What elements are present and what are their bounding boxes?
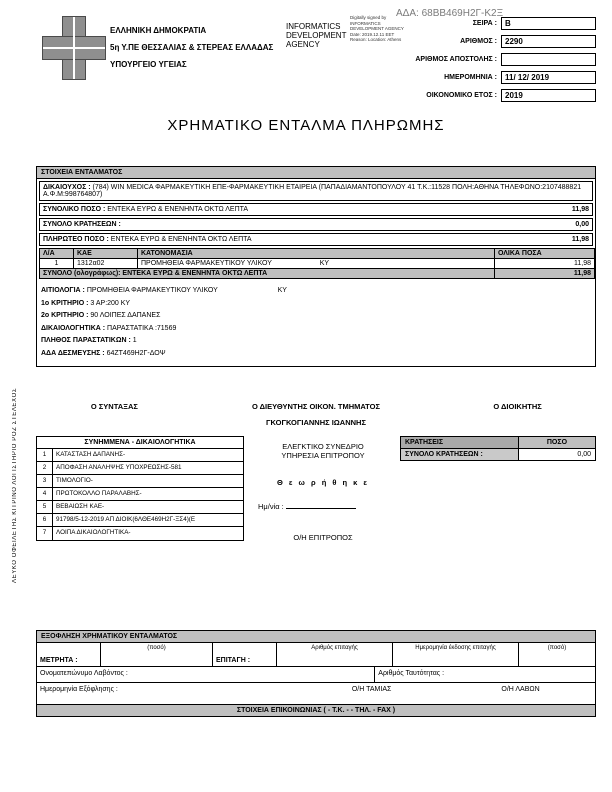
court-of-audit-block <box>252 442 394 542</box>
digital-signature-stamp: Digitally signed by INFORMATICS DEVELOPMENT AGENCY Date: 2019.12.11 EET Reason: Location: Athens <box>350 15 404 42</box>
item-name-cell <box>138 259 495 269</box>
item-amount: 11,98 <box>495 259 595 269</box>
oikonomiko-etos-value-box: 2019 <box>501 89 596 102</box>
org-region: 5η Υ.ΠΕ ΘΕΣΣΑΛΙΑΣ & ΣΤΕΡΕΑΣ ΕΛΛΑΔΑΣ <box>110 43 274 52</box>
finance-director-name: ΓΚΟΓΚΟΓΙΑΝΝΗΣ ΙΩΑΝΝΗΣ <box>266 418 366 427</box>
deductions-total-label2: ΣΥΝΟΛΟ ΚΡΑΤΗΣΕΩΝ : <box>401 449 519 460</box>
org-republic: ΕΛΛΗΝΙΚΗ ΔΗΜΟΚΡΑΤΙΑ <box>110 26 207 35</box>
warrant-section-header: ΣΤΟΙΧΕΙΑ ΕΝΤΑΛΜΑΤΟΣ <box>37 167 595 179</box>
seira-label: ΣΕΙΡΑ : <box>472 19 497 27</box>
court-date-line <box>252 501 394 511</box>
attachment-num: 7 <box>37 527 53 540</box>
attachment-text: ΛΟΙΠΑ ΔΙΚΑΙΟΛΟΓΗΤΙΚΑ- <box>56 529 131 536</box>
paid-date-label: Ημερομηνία Εξόφλησης : <box>40 686 118 693</box>
court-line1: ΕΛΕΓΚΤΙΚΟ ΣΥΝΕΔΡΙΟ <box>282 442 364 451</box>
total-amount-label: ΣΥΝΟΛΙΚΟ ΠΟΣΟ : <box>43 206 106 213</box>
signature-governor: Ο ΔΙΟΙΚΗΤΗΣ <box>493 402 542 411</box>
items-header-row <box>40 249 595 259</box>
total-amount-words: ΕΝΤΕΚΑ ΕΥΡΩ & ΕΝΕΝΗΝΤΑ ΟΚΤΩ ΛΕΠΤΑ <box>107 206 249 213</box>
court-line2: ΥΠΗΡΕΣΙΑ ΕΠΙΤΡΟΠΟΥ <box>281 451 365 460</box>
kritirio1-value: 3 ΑΡ:200 ΚΥ <box>90 299 131 307</box>
attachment-num: 4 <box>37 488 53 500</box>
attachment-num: 3 <box>37 475 53 487</box>
imerominia-label: ΗΜΕΡΟΜΗΝΙΑ : <box>444 73 497 81</box>
kritirio2-value: 90 ΛΟΙΠΕΣ ΔΑΠΑΝΕΣ <box>90 312 161 319</box>
items-sum-label: ΣΥΝΟΛΟ (ολογράφως): ΕΝΤΕΚΑ ΕΥΡΩ & ΕΝΕΝΗΝΤΑ ΟΚΤΩ ΛΕΠΤΑ <box>40 269 495 279</box>
cross-inner-line-horizontal <box>43 47 105 49</box>
court-commissioner-label: Ο/Η ΕΠΙΤΡΟΠΟΣ <box>293 533 353 542</box>
health-cross-logo <box>42 16 106 80</box>
check-label: ΕΠΙΤΑΓΗ : <box>213 643 277 666</box>
items-sum-row <box>40 269 595 279</box>
beneficiary-row <box>39 181 593 201</box>
field-arithmos <box>296 34 596 48</box>
arithmos-apostolis-value-box <box>501 53 596 66</box>
deductions-total-label: ΣΥΝΟΛΟ ΚΡΑΤΗΣΕΩΝ : <box>43 221 121 228</box>
check-date-header: Ημερομηνία έκδοσης επιταγής <box>393 643 519 666</box>
informatics-agency-name: INFORMATICS DEVELOPMENT AGENCY <box>286 22 347 49</box>
field-seira <box>296 16 596 30</box>
settlement-signatures-row <box>37 683 595 705</box>
items-table <box>39 248 595 279</box>
field-arithmos-apostolis <box>296 52 596 66</box>
attachment-row <box>37 462 243 475</box>
kritirio1-label: 1ο ΚΡΙΤΗΡΙΟ : <box>41 299 89 307</box>
attachment-row <box>37 449 243 462</box>
ada-label: ΑΔΑ: <box>396 8 419 19</box>
deductions-header-label: ΚΡΑΤΗΣΕΙΣ <box>401 437 519 448</box>
item-tag: ΚΥ <box>319 260 330 267</box>
item-kae: 1312α02 <box>74 259 138 269</box>
attachment-num: 6 <box>37 514 53 526</box>
signature-finance-director: Ο ΔΙΕΥΘΥΝΤΗΣ ΟΙΚΟΝ. ΤΜΗΜΑΤΟΣ <box>252 402 380 411</box>
aitiologia-label: ΑΙΤΙΟΛΟΓΙΑ : <box>41 287 85 294</box>
document-title: ΧΡΗΜΑΤΙΚΟ ΕΝΤΑΛΜΑ ΠΛΗΡΩΜΗΣ <box>167 117 445 134</box>
deductions-total-value: 0,00 <box>575 221 589 228</box>
arithmos-value-box: 2290 <box>501 35 596 48</box>
deductions-total-row <box>39 218 593 231</box>
org-ministry: ΥΠΟΥΡΓΕΙΟ ΥΓΕΙΑΣ <box>110 60 187 69</box>
kritirio2-line <box>41 310 591 323</box>
items-header-kae: ΚΑΕ <box>74 249 138 259</box>
dikaiologitika-label: ΔΙΚΑΙΟΛΟΓΗΤΙΚΑ : <box>41 324 106 332</box>
oikonomiko-etos-label: ΟΙΚΟΝΟΜΙΚΟ ΕΤΟΣ : <box>426 91 497 99</box>
ada-desmeusis-line <box>41 348 591 361</box>
payable-amount-value: 11,98 <box>571 236 589 243</box>
plithos-line <box>41 335 591 348</box>
total-amount-row <box>39 203 593 216</box>
items-header-amount: ΟΛΙΚΑ ΠΟΣΑ <box>495 249 595 259</box>
issuing-organization <box>110 22 273 73</box>
dikaiologitika-line <box>41 323 591 336</box>
payable-amount-words: ΕΝΤΕΚΑ ΕΥΡΩ & ΕΝΕΝΗΝΤΑ ΟΚΤΩ ΛΕΠΤΑ <box>110 236 252 243</box>
items-sum-amount: 11,98 <box>495 269 595 279</box>
court-approved-text: Θ ε ω ρ ή θ η κ ε <box>277 478 369 487</box>
attachments-table <box>36 436 244 541</box>
arithmos-apostolis-label: ΑΡΙΘΜΟΣ ΑΠΟΣΤΟΛΗΣ : <box>415 55 497 63</box>
attachment-row <box>37 527 243 540</box>
copy-colors-side-note: ΛΕΥΚΟ ΟΦΕΙΛΕΤΗΣ ΚΙΤΡΙΝΟ ΛΟΓΙΣΤΗΡΙΟ ΡΟΖ ΣΤΕΛΕΧΟΣ <box>12 387 18 583</box>
kritirio2-label: 2ο ΚΡΙΤΗΡΙΟ : <box>41 312 89 319</box>
cash-amount-header: (ποσό) <box>101 643 213 666</box>
deductions-total-row2 <box>401 449 595 460</box>
attachment-num: 1 <box>37 449 53 461</box>
settlement-title: ΕΞΟΦΛΗΣΗ ΧΡΗΜΑΤΙΚΟΥ ΕΝΤΑΛΜΑΤΟΣ <box>37 631 595 643</box>
attachment-row <box>37 488 243 501</box>
receiver-label: Ο/Η ΛΑΒΩΝ <box>501 686 540 693</box>
beneficiary-label: ΔΙΚΑΙΟΥΧΟΣ : <box>43 184 91 191</box>
deductions-table <box>400 436 596 461</box>
warrant-details-box <box>36 166 596 367</box>
payee-row <box>37 667 595 683</box>
warrant-extra-details <box>37 281 595 366</box>
deductions-total-value2: 0,00 <box>577 451 591 458</box>
total-amount-value: 11,98 <box>571 206 589 213</box>
plithos-value: 1 <box>132 337 137 344</box>
attachment-text: ΑΠΟΦΑΣΗ ΑΝΑΛΗΨΗΣ ΥΠΟΧΡΕΩΣΗΣ-581 <box>56 464 182 471</box>
items-header-la: Λ/Α <box>40 249 74 259</box>
imerominia-value-box: 11/ 12/ 2019 <box>501 71 596 84</box>
attachment-text: ΚΑΤΑΣΤΑΣΗ ΔΑΠΑΝΗΣ- <box>56 451 126 458</box>
date-fill-line <box>286 501 356 509</box>
aitiologia-value: ΠΡΟΜΗΘΕΙΑ ΦΑΡΜΑΚΕΥΤΙΚΟΥ ΥΛΙΚΟΥ <box>86 287 218 294</box>
check-number-header: Αριθμός επιταγής <box>277 643 393 666</box>
aitiologia-tag: ΚΥ <box>277 287 287 294</box>
dikaiologitika-value: ΠΑΡΑΣΤΑΤΙΚΑ :71569 <box>107 324 177 332</box>
arithmos-label: ΑΡΙΘΜΟΣ : <box>460 37 497 45</box>
deductions-header-row <box>401 437 595 449</box>
ada-desmeusis-label: ΑΔΑ ΔΕΣΜΕΥΣΗΣ : <box>41 349 105 357</box>
payee-id-label: Αριθμός Ταυτότητας : <box>378 670 445 677</box>
payable-amount-row <box>39 233 593 246</box>
attachment-num: 2 <box>37 462 53 474</box>
plithos-label: ΠΛΗΘΟΣ ΠΑΡΑΣΤΑΤΙΚΩΝ : <box>41 337 131 344</box>
settlement-method-row <box>37 643 595 667</box>
attachment-row <box>37 514 243 527</box>
aitiologia-line <box>41 285 591 298</box>
item-la: 1 <box>40 259 74 269</box>
attachment-row <box>37 475 243 488</box>
field-imerominia <box>296 70 596 84</box>
attachment-text: ΤΙΜΟΛΟΓΙΟ- <box>56 477 93 484</box>
attachment-text: ΒΕΒΑΙΩΣΗ ΚΑΕ- <box>56 503 105 510</box>
check-amount-header: (ποσό) <box>547 645 567 651</box>
payable-amount-label: ΠΛΗΡΩΤΕΟ ΠΟΣΟ : <box>43 236 109 243</box>
field-oikonomiko-etos <box>296 88 596 102</box>
ada-value: 68ΒΒ469Η2Γ-Κ2Ξ <box>421 8 504 19</box>
attachment-text: ΠΡΩΤΟΚΟΛΛΟ ΠΑΡΑΛΑΒΗΣ- <box>56 490 142 497</box>
beneficiary-value: (784) WIN MEDICA ΦΑΡΜΑΚΕΥΤΙΚΗ ΕΠΕ-ΦΑΡΜΑΚΕΥΤΙΚΗ ΕΤΑΙΡΕΙΑ (ΠΑΠΑΔΙΑΜΑΝΤΟΠΟΥΛΟΥ 41 Τ.Κ.:11528 ΠΟΛΗ:ΑΘΗΝΑ ΤΗΛΕΦΩΝΟ:2107488821 Α.Φ.Μ:998764807) <box>43 184 582 198</box>
attachment-num: 5 <box>37 501 53 513</box>
kritirio1-line <box>41 298 591 311</box>
contact-info-footer: ΣΤΟΙΧΕΙΑ ΕΠΙΚΟΙΝΩΝΙΑΣ ( - Τ.Κ. - - ΤΗΛ. - FAX ) <box>37 705 595 716</box>
signature-author: Ο ΣΥΝΤΑΞΑΣ <box>90 402 138 411</box>
signatures-row <box>36 402 596 411</box>
attachment-row <box>37 501 243 514</box>
attachments-title: ΣΥΝΗΜΜΕΝΑ - ΔΙΚΑΙΟΛΟΓΗΤΙΚΑ <box>37 437 243 449</box>
seira-value-box: Β <box>501 17 596 30</box>
item-row <box>40 259 595 269</box>
court-date-label: Ημ/νία : <box>258 502 284 511</box>
items-header-name: ΚΑΤΟΝΟΜΑΣΙΑ <box>138 249 495 259</box>
cashier-label: Ο/Η ΤΑΜΙΑΣ <box>351 686 392 693</box>
ada-desmeusis-value: 64ΖΤ469Η2Γ-ΔΟΨ <box>106 349 166 357</box>
attachment-text: 91798/5-12-2019 ΑΠ ΔΙΟΙΚ(6ΛΘΕ469Η2Γ-ΞΣ4)(Ε <box>56 516 196 523</box>
deductions-header-amount: ΠΟΣΟ <box>519 437 595 448</box>
cash-label: ΜΕΤΡΗΤΑ : <box>37 643 101 666</box>
settlement-box <box>36 630 596 717</box>
payee-name-label: Ονοματεπώνυμο Λαβόντος : <box>37 667 375 682</box>
item-name: ΠΡΟΜΗΘΕΙΑ ΦΑΡΜΑΚΕΥΤΙΚΟΥ ΥΛΙΚΟΥ <box>141 260 272 267</box>
